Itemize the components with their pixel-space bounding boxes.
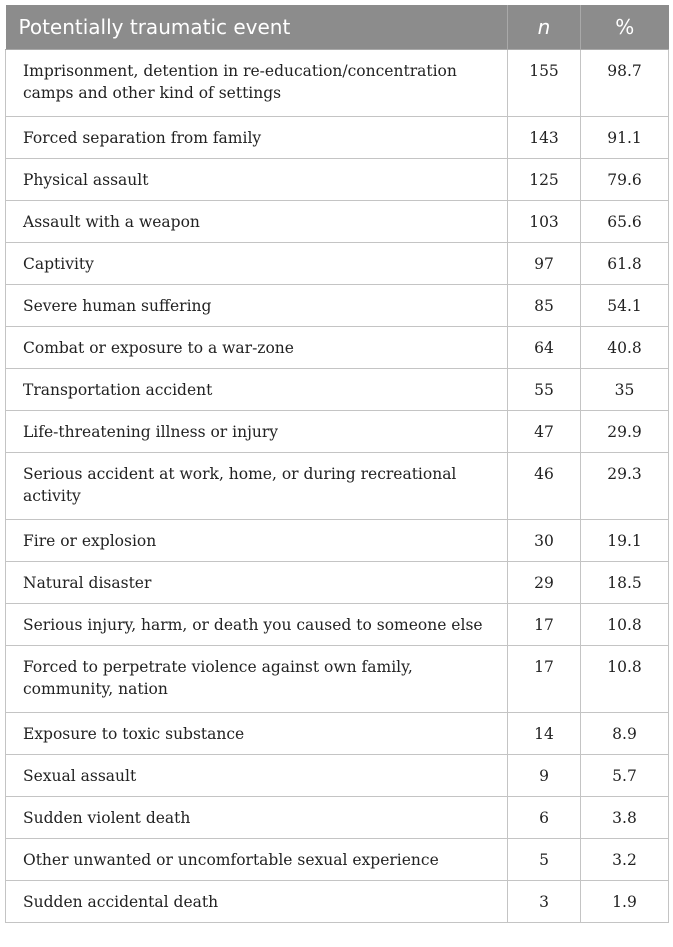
event-cell: Serious injury, harm, or death you caused to someone else [6,604,508,646]
n-cell: 17 [508,604,581,646]
table-row [6,520,669,562]
event-cell: Transportation accident [6,369,508,411]
n-cell: 46 [508,453,581,520]
traumatic-events-table [5,5,669,923]
n-cell: 125 [508,159,581,201]
event-cell: Exposure to toxic substance [6,713,508,755]
n-cell: 3 [508,881,581,923]
event-cell: Life-threatening illness or injury [6,411,508,453]
event-cell: Physical assault [6,159,508,201]
event-cell: Sudden accidental death [6,881,508,923]
header-percent: % [581,5,669,50]
table-row [6,881,669,923]
table-row [6,117,669,159]
event-cell: Combat or exposure to a war-zone [6,327,508,369]
header-event: Potentially traumatic event [6,5,508,50]
n-cell: 17 [508,646,581,713]
n-cell: 97 [508,243,581,285]
percent-cell: 3.2 [581,839,669,881]
event-cell: Imprisonment, detention in re-education/concentration camps and other kind of settings [6,50,508,117]
percent-cell: 79.6 [581,159,669,201]
event-cell: Severe human suffering [6,285,508,327]
percent-cell: 5.7 [581,755,669,797]
event-cell: Forced to perpetrate violence against own family, community, nation [6,646,508,713]
percent-cell: 65.6 [581,201,669,243]
table-row [6,411,669,453]
table-row [6,243,669,285]
event-cell: Captivity [6,243,508,285]
table-row [6,755,669,797]
n-cell: 6 [508,797,581,839]
event-cell: Assault with a weapon [6,201,508,243]
n-cell: 29 [508,562,581,604]
n-cell: 5 [508,839,581,881]
table-body [6,50,669,923]
n-cell: 64 [508,327,581,369]
percent-cell: 18.5 [581,562,669,604]
table-row [6,327,669,369]
percent-cell: 10.8 [581,604,669,646]
percent-cell: 10.8 [581,646,669,713]
table-row [6,159,669,201]
table-header [6,5,669,50]
percent-cell: 91.1 [581,117,669,159]
table-row [6,604,669,646]
table-row [6,713,669,755]
event-cell: Fire or explosion [6,520,508,562]
table-row [6,797,669,839]
percent-cell: 29.9 [581,411,669,453]
table-row [6,50,669,117]
table-row [6,453,669,520]
percent-cell: 19.1 [581,520,669,562]
event-cell: Natural disaster [6,562,508,604]
event-cell: Forced separation from family [6,117,508,159]
traumatic-events-table-container [5,5,668,923]
n-cell: 85 [508,285,581,327]
n-cell: 14 [508,713,581,755]
n-cell: 143 [508,117,581,159]
n-cell: 55 [508,369,581,411]
percent-cell: 61.8 [581,243,669,285]
n-cell: 155 [508,50,581,117]
table-row [6,369,669,411]
event-cell: Sudden violent death [6,797,508,839]
n-cell: 103 [508,201,581,243]
percent-cell: 1.9 [581,881,669,923]
table-row [6,201,669,243]
table-row [6,646,669,713]
table-row [6,839,669,881]
percent-cell: 29.3 [581,453,669,520]
percent-cell: 8.9 [581,713,669,755]
event-cell: Serious accident at work, home, or during recreational activity [6,453,508,520]
percent-cell: 35 [581,369,669,411]
percent-cell: 98.7 [581,50,669,117]
header-row [6,5,669,50]
n-cell: 9 [508,755,581,797]
event-cell: Other unwanted or uncomfortable sexual experience [6,839,508,881]
event-cell: Sexual assault [6,755,508,797]
header-n: n [508,5,581,50]
table-row [6,285,669,327]
n-cell: 47 [508,411,581,453]
percent-cell: 3.8 [581,797,669,839]
percent-cell: 54.1 [581,285,669,327]
table-row [6,562,669,604]
n-cell: 30 [508,520,581,562]
percent-cell: 40.8 [581,327,669,369]
